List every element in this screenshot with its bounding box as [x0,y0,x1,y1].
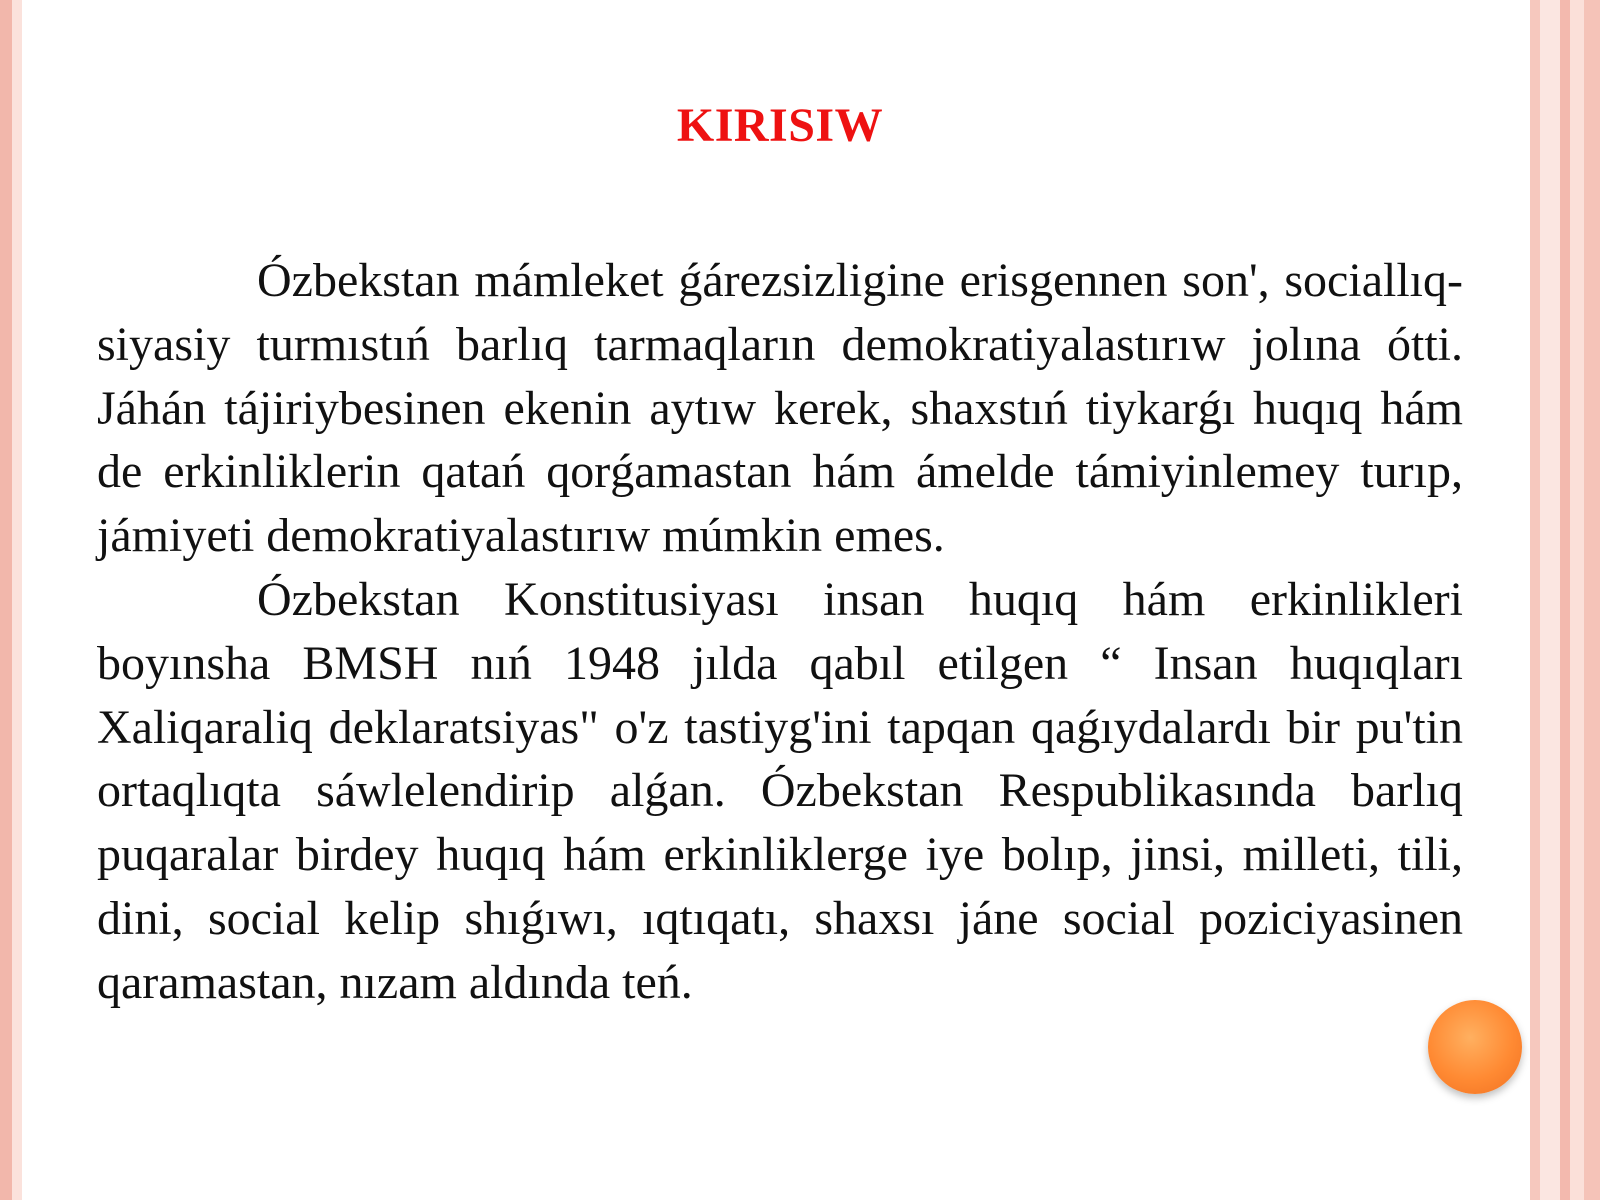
slide-body [97,249,1463,1015]
right-decorative-border [1500,0,1600,1200]
orange-circle-decoration [1428,1000,1522,1094]
slide-content [97,0,1463,1200]
left-decorative-border [0,0,22,1200]
paragraph-2: Ózbekstan Konstitusiyası insan huqıq hám erkinlikleri boyınsha BMSH nıń 1948 jılda qabıl etilgen “ Insan huqıqları Xaliqaraliq deklaratsiyas" o'z tastiyg'ini tapqan qaǵıydalardı bir pu'tin ortaqlıqta sáwlelendirip alǵan. Ózbekstan Respublikasında barlıq puqaralar birdey huqıq hám erkinliklerge iye bolıp, jinsi, milleti, tili, dini, social kelip shıǵıwı, ıqtıqatı, shaxsı jáne social poziciyasinen qaramastan, nızam aldında teń. [97,572,1463,1009]
slide-title: KIRISIW [676,99,884,152]
paragraph-1: Ózbekstan mámleket ǵárezsizligine erisgennen son', sociallıq-siyasiy turmıstıń barlıq tarmaqların demokratiyalastırıw jolına ótti. Jáhán tájiriybesinen ekenin aytıw kerek, shaxstıń tiykarǵı huqıq hám de erkinliklerin qatań qorǵamastan hám ámelde támiyinlemey turıp, jámiyeti demokratiyalastırıw múmkin emes. [97,254,1463,563]
